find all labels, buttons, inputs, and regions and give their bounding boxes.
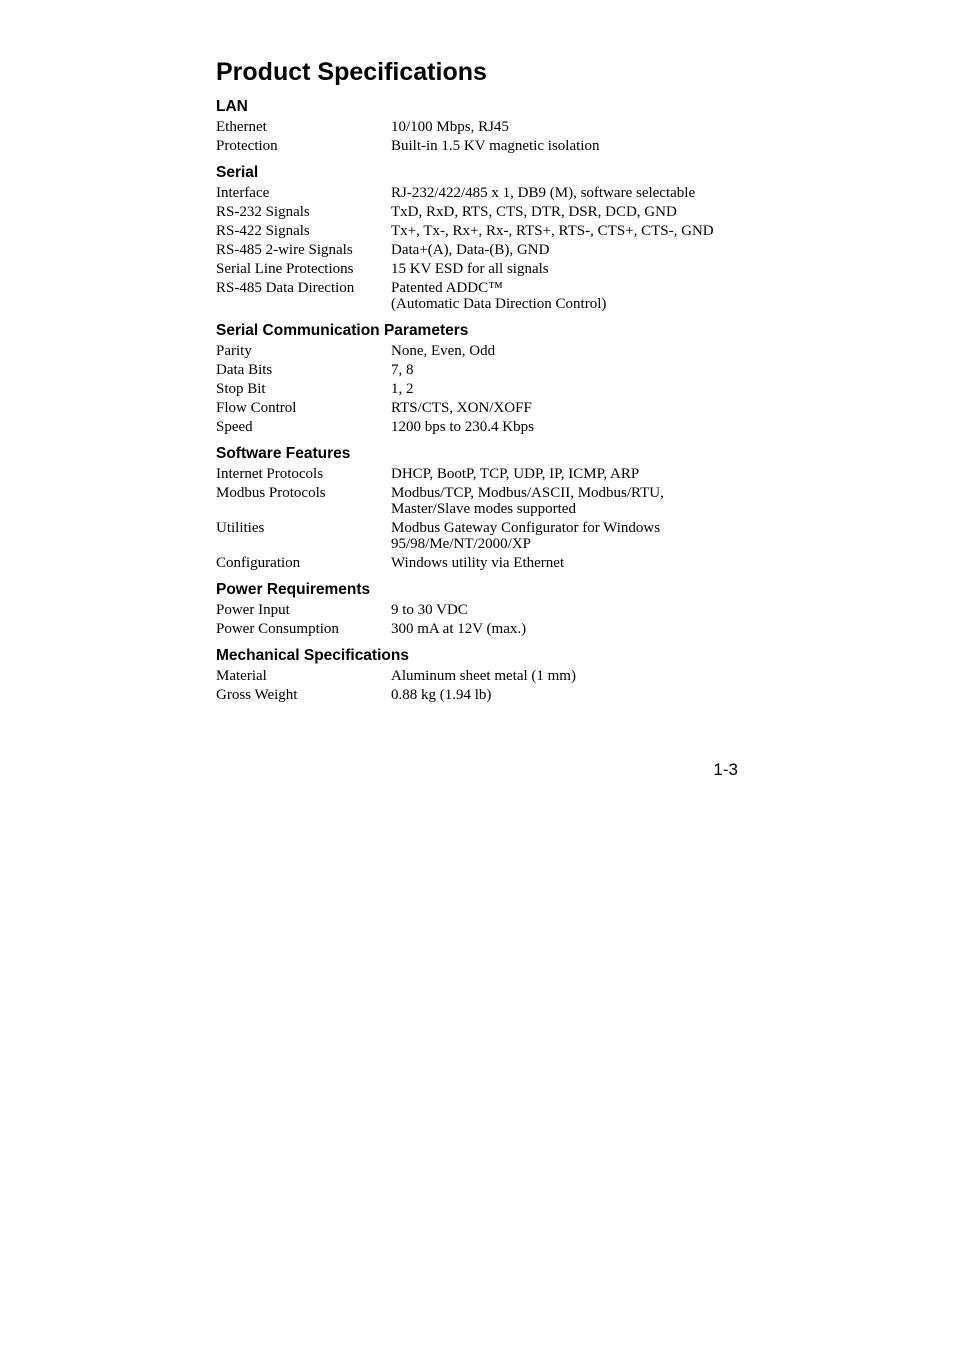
spec-value [391, 419, 740, 435]
spec-value-line: Windows utility via Ethernet [391, 555, 565, 571]
spec-row [216, 381, 740, 397]
spec-value [391, 223, 740, 239]
spec-row [216, 621, 740, 637]
spec-value [391, 687, 740, 703]
page-number: 1-3 [713, 760, 738, 779]
spec-value [391, 242, 740, 258]
spec-row [216, 555, 740, 571]
spec-value [391, 466, 740, 482]
spec-value [391, 204, 740, 220]
section-heading: LAN [216, 98, 248, 115]
spec-value-line: Modbus Gateway Configurator for Windows [391, 520, 661, 536]
spec-value [391, 362, 740, 378]
spec-value [391, 485, 740, 517]
spec-row [216, 687, 740, 703]
spec-value [391, 119, 740, 135]
spec-label: Internet Protocols [216, 466, 324, 482]
spec-label: Ethernet [216, 119, 267, 135]
spec-label: Protection [216, 138, 278, 154]
spec-value-line: (Automatic Data Direction Control) [391, 296, 607, 312]
section-heading: Software Features [216, 445, 351, 462]
spec-section [216, 163, 740, 312]
spec-value-line: 7, 8 [391, 362, 414, 378]
spec-label: Data Bits [216, 362, 273, 378]
spec-value-line: Built-in 1.5 KV magnetic isolation [391, 138, 600, 154]
spec-value [391, 668, 740, 684]
spec-value-line: 9 to 30 VDC [391, 602, 468, 618]
spec-sections [216, 97, 740, 703]
spec-value [391, 621, 740, 637]
spec-label: RS-485 Data Direction [216, 280, 355, 296]
spec-value-line: Aluminum sheet metal (1 mm) [391, 668, 576, 684]
section-heading: Power Requirements [216, 581, 371, 598]
spec-label: Power Consumption [216, 621, 339, 637]
spec-value-line: 1200 bps to 230.4 Kbps [391, 419, 534, 435]
spec-value-line: 300 mA at 12V (max.) [391, 621, 527, 637]
spec-label: Utilities [216, 520, 265, 536]
spec-section [216, 646, 740, 703]
spec-value [391, 381, 740, 397]
spec-label: Stop Bit [216, 381, 266, 397]
spec-value [391, 138, 740, 154]
spec-value [391, 185, 740, 201]
spec-value [391, 343, 740, 359]
spec-section [216, 580, 740, 637]
spec-row [216, 138, 740, 154]
spec-row [216, 119, 740, 135]
section-heading: Mechanical Specifications [216, 647, 409, 664]
spec-value-line: 1, 2 [391, 381, 414, 397]
spec-value-line: Data+(A), Data-(B), GND [391, 242, 550, 258]
spec-value-line: TxD, RxD, RTS, CTS, DTR, DSR, DCD, GND [391, 204, 677, 220]
spec-value-line: RJ-232/422/485 x 1, DB9 (M), software selectable [391, 185, 696, 201]
spec-label: Serial Line Protections [216, 261, 354, 277]
spec-value [391, 261, 740, 277]
section-heading: Serial [216, 164, 259, 181]
spec-value-line: Modbus/TCP, Modbus/ASCII, Modbus/RTU, [391, 485, 664, 501]
spec-label: Material [216, 668, 267, 684]
spec-label: Interface [216, 185, 270, 201]
spec-row [216, 261, 740, 277]
spec-label: Gross Weight [216, 687, 298, 703]
spec-section [216, 321, 740, 435]
spec-label: RS-422 Signals [216, 223, 310, 239]
spec-row [216, 466, 740, 482]
spec-page [216, 56, 740, 712]
spec-value-line: Patented ADDC™ [391, 280, 503, 296]
spec-row [216, 668, 740, 684]
spec-value [391, 400, 740, 416]
spec-label: RS-485 2-wire Signals [216, 242, 353, 258]
spec-row [216, 362, 740, 378]
spec-value [391, 602, 740, 618]
page-title: Product Specifications [216, 58, 487, 86]
spec-label: Speed [216, 419, 253, 435]
spec-value-line: Tx+, Tx-, Rx+, Rx-, RTS+, RTS-, CTS+, CTS-, GND [391, 223, 714, 239]
spec-value-line: 15 KV ESD for all signals [391, 261, 549, 277]
spec-row [216, 242, 740, 258]
spec-value-line: RTS/CTS, XON/XOFF [391, 400, 532, 416]
spec-row [216, 485, 740, 517]
spec-value-line: 10/100 Mbps, RJ45 [391, 119, 509, 135]
spec-label: Modbus Protocols [216, 485, 326, 501]
spec-value-line: 95/98/Me/NT/2000/XP [391, 536, 532, 552]
spec-row [216, 280, 740, 312]
spec-label: Flow Control [216, 400, 297, 416]
spec-section [216, 97, 740, 154]
spec-label: Parity [216, 343, 252, 359]
spec-row [216, 520, 740, 552]
spec-value-line: DHCP, BootP, TCP, UDP, IP, ICMP, ARP [391, 466, 640, 482]
spec-value-line: None, Even, Odd [391, 343, 496, 359]
spec-section [216, 444, 740, 571]
spec-value [391, 555, 740, 571]
spec-label: RS-232 Signals [216, 204, 310, 220]
spec-row [216, 204, 740, 220]
spec-label: Configuration [216, 555, 301, 571]
spec-row [216, 223, 740, 239]
spec-row [216, 400, 740, 416]
spec-row [216, 419, 740, 435]
spec-value-line: Master/Slave modes supported [391, 501, 576, 517]
spec-label: Power Input [216, 602, 290, 618]
spec-value-line: 0.88 kg (1.94 lb) [391, 687, 492, 703]
spec-row [216, 343, 740, 359]
spec-value [391, 280, 740, 312]
section-heading: Serial Communication Parameters [216, 322, 469, 339]
spec-row [216, 185, 740, 201]
spec-row [216, 602, 740, 618]
spec-value [391, 520, 740, 552]
